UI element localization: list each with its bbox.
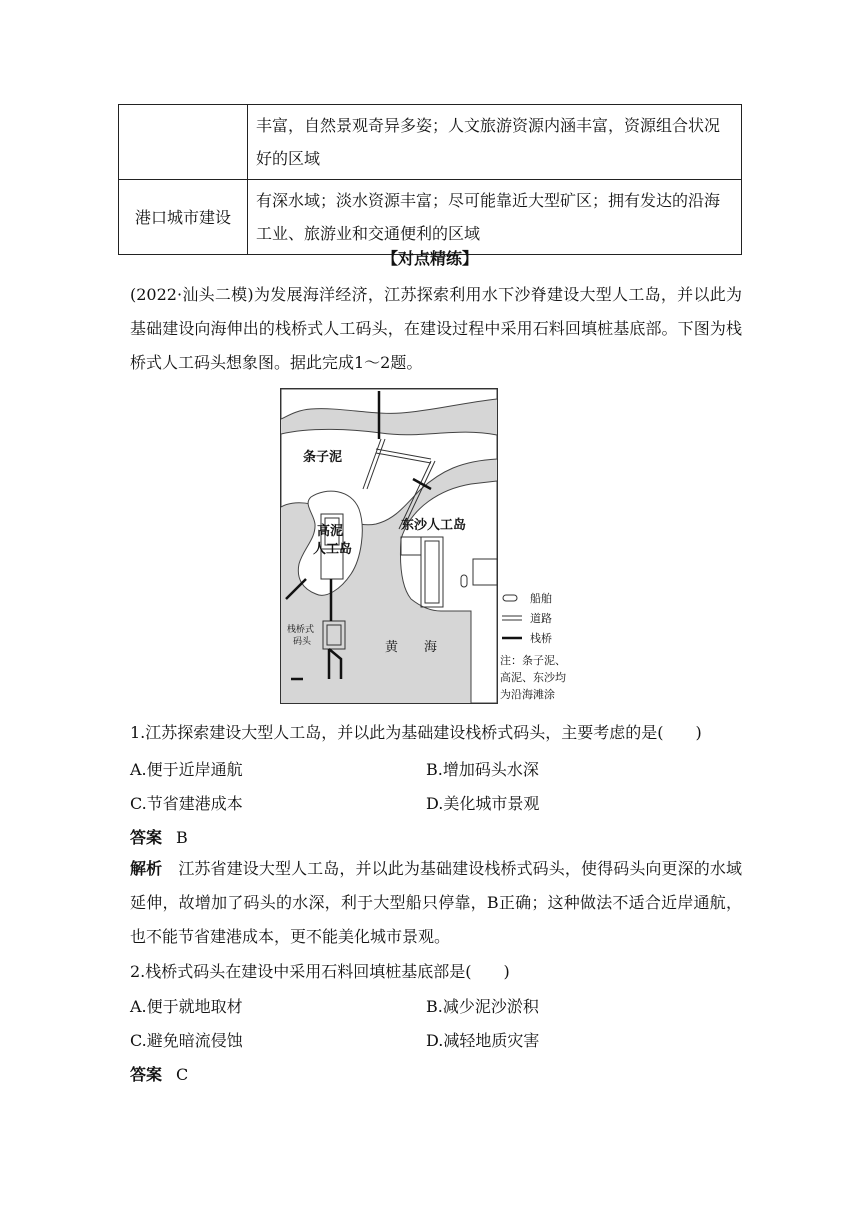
q2-option-d: D.减轻地质灾害	[426, 1031, 540, 1050]
q2-option-b: B.减少泥沙淤积	[426, 997, 539, 1016]
map-legend	[500, 588, 552, 648]
road-icon	[500, 613, 524, 623]
map-label-dongsha: 东沙人工岛	[401, 518, 467, 533]
table-cell	[119, 105, 248, 180]
analysis-label: 解析	[130, 859, 163, 878]
map-label-sea: 黄 海	[385, 640, 438, 655]
question-2-stem: 2.栈桥式码头在建设中采用石料回填桩基底部是( )	[130, 962, 510, 981]
legend-item	[500, 628, 552, 648]
analysis-text: 江苏省建设大型人工岛，并以此为基础建设栈桥式码头，使得码头向更深的水域延伸，故增加了码头的水深，利于大型船只停靠，B正确；这种做法不适合近岸通航，也不能节省建港成本，更不能美化城市景观。	[130, 859, 742, 946]
map-note	[500, 652, 590, 703]
q1-option-a: A.便于近岸通航	[130, 760, 243, 779]
q2-option-a: A.便于就地取材	[130, 997, 243, 1016]
table-row	[119, 180, 742, 255]
answer-value: B	[176, 828, 188, 847]
q1-option-b: B.增加码头水深	[426, 760, 539, 779]
ship-icon	[500, 593, 524, 603]
q2-answer	[130, 1062, 188, 1085]
map-label-gaoni-2: 人工岛	[313, 542, 353, 557]
map-note-line: 为沿海滩涂	[500, 688, 555, 701]
table-cell: 港口城市建设	[119, 180, 248, 255]
legend-label: 道路	[530, 612, 552, 625]
legend-item	[500, 608, 552, 628]
map-note-line: 注：条子泥、	[500, 654, 566, 667]
info-table	[118, 104, 742, 255]
map-label-pier-2: 码头	[293, 637, 312, 647]
answer-value: C	[176, 1065, 189, 1084]
q1-answer	[130, 825, 188, 848]
map-label-tiaozini: 条子泥	[303, 450, 343, 465]
q1-option-d: D.美化城市景观	[426, 794, 540, 813]
table-row	[119, 105, 742, 180]
answer-label: 答案	[130, 1065, 163, 1084]
map-label-gaoni-1: 高泥	[317, 524, 344, 539]
table-cell: 有深水域；淡水资源丰富；尽可能靠近大型矿区；拥有发达的沿海工业、旅游业和交通便利的区域	[248, 180, 742, 255]
q2-option-c: C.避免暗流侵蚀	[130, 1031, 243, 1050]
intro-paragraph: (2022·汕头二模)为发展海洋经济，江苏探索利用水下沙脊建设大型人工岛，并以此为基础建设向海伸出的栈桥式人工码头，在建设过程中采用石料回填桩基底部。下图为栈桥式人工码头想象图。据此完成1～2题。	[130, 285, 742, 372]
bridge-icon	[500, 633, 524, 643]
question-1-stem: 1.江苏探索建设大型人工岛，并以此为基础建设栈桥式码头，主要考虑的是( )	[130, 723, 702, 742]
legend-label: 栈桥	[530, 632, 552, 645]
section-heading: 【对点精练】	[381, 249, 478, 268]
map-note-line: 高泥、东沙均	[500, 671, 566, 684]
legend-label: 船舶	[530, 592, 552, 605]
q1-option-c: C.节省建港成本	[130, 794, 243, 813]
answer-label: 答案	[130, 828, 163, 847]
table-cell: 丰富，自然景观奇异多姿；人文旅游资源内涵丰富，资源组合状况好的区域	[248, 105, 742, 180]
legend-item	[500, 588, 552, 608]
map-label-pier-1: 栈桥式	[287, 625, 315, 635]
q1-analysis	[130, 852, 742, 954]
pier-map-figure	[280, 388, 498, 704]
